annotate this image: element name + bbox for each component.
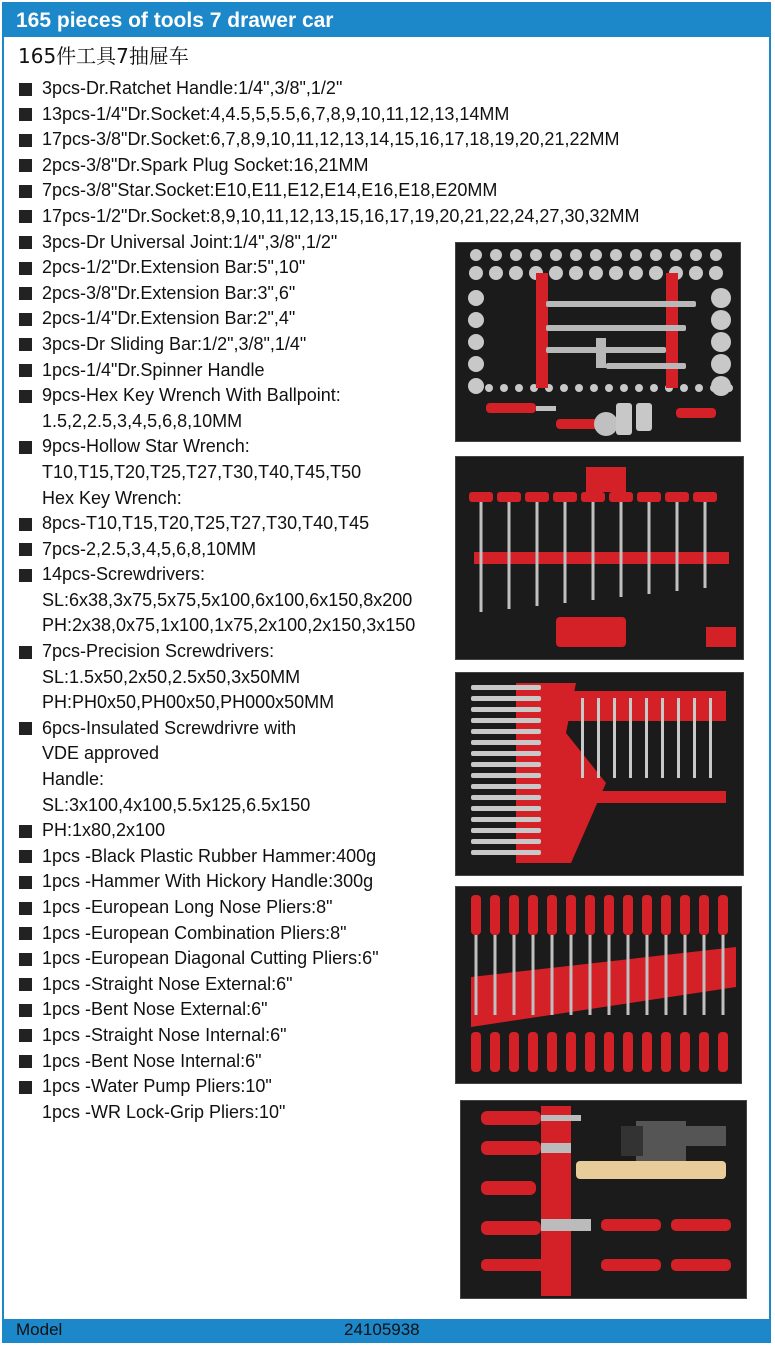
square-bullet-icon: [19, 569, 32, 582]
square-bullet-icon: [19, 850, 32, 863]
square-bullet-icon: [19, 338, 32, 351]
socket-tray-illustration: [456, 243, 741, 442]
pliers-hammer-tray-illustration: [461, 1101, 747, 1299]
wrench-tray-photo: [455, 672, 744, 876]
square-bullet-icon: [19, 902, 32, 915]
model-number: 24105938: [344, 1320, 420, 1339]
spec-line: [18, 76, 763, 102]
spec-text: Handle:: [42, 769, 105, 790]
square-bullet-icon: [19, 210, 32, 223]
socket-tray-photo: [455, 242, 741, 442]
wrench-tray-illustration: [456, 673, 744, 876]
spec-line: [18, 178, 763, 204]
spec-text: 1pcs -Straight Nose External:6": [42, 973, 293, 994]
spec-text: 6pcs-Insulated Screwdrivre with: [42, 717, 297, 738]
square-bullet-icon: [19, 1004, 32, 1017]
spec-line: [18, 127, 763, 153]
spec-text: 13pcs-1/4"Dr.Socket:4,4.5,5,5.5,6,7,8,9,10,11,12,13,14MM: [42, 103, 510, 124]
square-bullet-icon: [19, 646, 32, 659]
square-bullet-icon: [19, 722, 32, 735]
spec-text: 1pcs -Bent Nose External:6": [42, 999, 268, 1020]
square-bullet-icon: [19, 108, 32, 121]
spec-text: 17pcs-1/2"Dr.Socket:8,9,10,11,12,13,15,16,17,19,20,21,22,24,27,30,32MM: [42, 205, 640, 226]
square-bullet-icon: [19, 185, 32, 198]
spec-text: 9pcs-Hollow Star Wrench:: [42, 436, 250, 457]
spec-text: 3pcs-Dr Universal Joint:1/4",3/8",1/2": [42, 231, 338, 252]
model-footer: [4, 1319, 769, 1341]
spec-text: 7pcs-3/8"Star.Socket:E10,E11,E12,E14,E16,E18,E20MM: [42, 180, 498, 201]
page-subtitle: 165件工具7抽屉车: [18, 44, 189, 68]
square-bullet-icon: [19, 518, 32, 531]
square-bullet-icon: [19, 1055, 32, 1068]
spec-text: PH:2x38,0x75,1x100,1x75,2x100,2x150,3x150: [42, 615, 416, 636]
spec-text: SL:3x100,4x100,5.5x125,6.5x150: [42, 794, 311, 815]
spec-text: 1pcs -European Combination Pliers:8": [42, 922, 347, 943]
spec-text: 1pcs -Straight Nose Internal:6": [42, 1024, 287, 1045]
spec-text: 1.5,2,2.5,3,4,5,6,8,10MM: [42, 410, 243, 431]
spec-text: 7pcs-2,2.5,3,4,5,6,8,10MM: [42, 538, 257, 559]
square-bullet-icon: [19, 441, 32, 454]
spec-text: SL:1.5x50,2x50,2.5x50,3x50MM: [42, 666, 301, 687]
spec-text: 7pcs-Precision Screwdrivers:: [42, 641, 275, 662]
spec-text: 1pcs -European Long Nose Pliers:8": [42, 897, 333, 917]
spec-text: 17pcs-3/8"Dr.Socket:6,7,8,9,10,11,12,13,14,15,16,17,18,19,20,21,22MM: [42, 129, 620, 150]
spec-text: 8pcs-T10,T15,T20,T25,T27,T30,T40,T45: [42, 513, 370, 534]
square-bullet-icon: [19, 262, 32, 275]
spec-text: 14pcs-Screwdrivers:: [42, 564, 206, 585]
spec-text: Hex Key Wrench:: [42, 487, 182, 508]
spec-text: SL:6x38,3x75,5x75,5x100,6x100,6x150,8x200: [42, 589, 413, 610]
spec-text: 3pcs-Dr.Ratchet Handle:1/4",3/8",1/2": [42, 78, 343, 98]
spec-text: 1pcs -Black Plastic Rubber Hammer:400g: [42, 845, 377, 866]
square-bullet-icon: [19, 83, 32, 96]
spec-line: [18, 102, 763, 128]
spec-text: 1pcs -Water Pump Pliers:10": [42, 1076, 272, 1097]
square-bullet-icon: [19, 236, 32, 249]
spec-text: 2pcs-1/2"Dr.Extension Bar:5",10": [42, 257, 306, 278]
spec-text: 1pcs -WR Lock-Grip Pliers:10": [42, 1101, 286, 1122]
spec-text: PH:1x80,2x100: [42, 820, 166, 841]
square-bullet-icon: [19, 953, 32, 966]
spec-text: PH:PH0x50,PH00x50,PH000x50MM: [42, 692, 335, 713]
spec-text: 3pcs-Dr Sliding Bar:1/2",3/8",1/4": [42, 333, 307, 354]
square-bullet-icon: [19, 287, 32, 300]
hex-key-tray-illustration: [456, 457, 744, 660]
page-title: 165 pieces of tools 7 drawer car: [4, 4, 769, 37]
screwdriver-tray-illustration: [456, 887, 742, 1084]
spec-text: VDE approved: [42, 743, 160, 764]
square-bullet-icon: [19, 134, 32, 147]
square-bullet-icon: [19, 364, 32, 377]
square-bullet-icon: [19, 1029, 32, 1042]
spec-text: 1pcs -European Diagonal Cutting Pliers:6": [42, 948, 379, 969]
product-spec-sheet: [2, 2, 771, 1343]
spec-text: 1pcs -Hammer With Hickory Handle:300g: [42, 871, 374, 892]
spec-text: 1pcs -Bent Nose Internal:6": [42, 1050, 262, 1071]
square-bullet-icon: [19, 390, 32, 403]
square-bullet-icon: [19, 313, 32, 326]
spec-text: 9pcs-Hex Key Wrench With Ballpoint:: [42, 385, 341, 406]
spec-text: 1pcs-1/4"Dr.Spinner Handle: [42, 359, 265, 380]
hex-key-tray-photo: [455, 456, 744, 660]
square-bullet-icon: [19, 876, 32, 889]
spec-text: 2pcs-1/4"Dr.Extension Bar:2",4": [42, 308, 296, 329]
spec-line: [18, 153, 763, 179]
spec-line: [18, 204, 763, 230]
square-bullet-icon: [19, 543, 32, 556]
square-bullet-icon: [19, 825, 32, 838]
model-label: Model: [16, 1320, 63, 1339]
spec-text: 2pcs-3/8"Dr.Spark Plug Socket:16,21MM: [42, 154, 369, 175]
spec-text: T10,T15,T20,T25,T27,T30,T40,T45,T50: [42, 461, 362, 482]
square-bullet-icon: [19, 927, 32, 940]
screwdriver-tray-photo: [455, 886, 742, 1084]
square-bullet-icon: [19, 1081, 32, 1094]
square-bullet-icon: [19, 159, 32, 172]
spec-text: 2pcs-3/8"Dr.Extension Bar:3",6": [42, 282, 296, 303]
square-bullet-icon: [19, 978, 32, 991]
pliers-hammer-tray-photo: [460, 1100, 747, 1299]
